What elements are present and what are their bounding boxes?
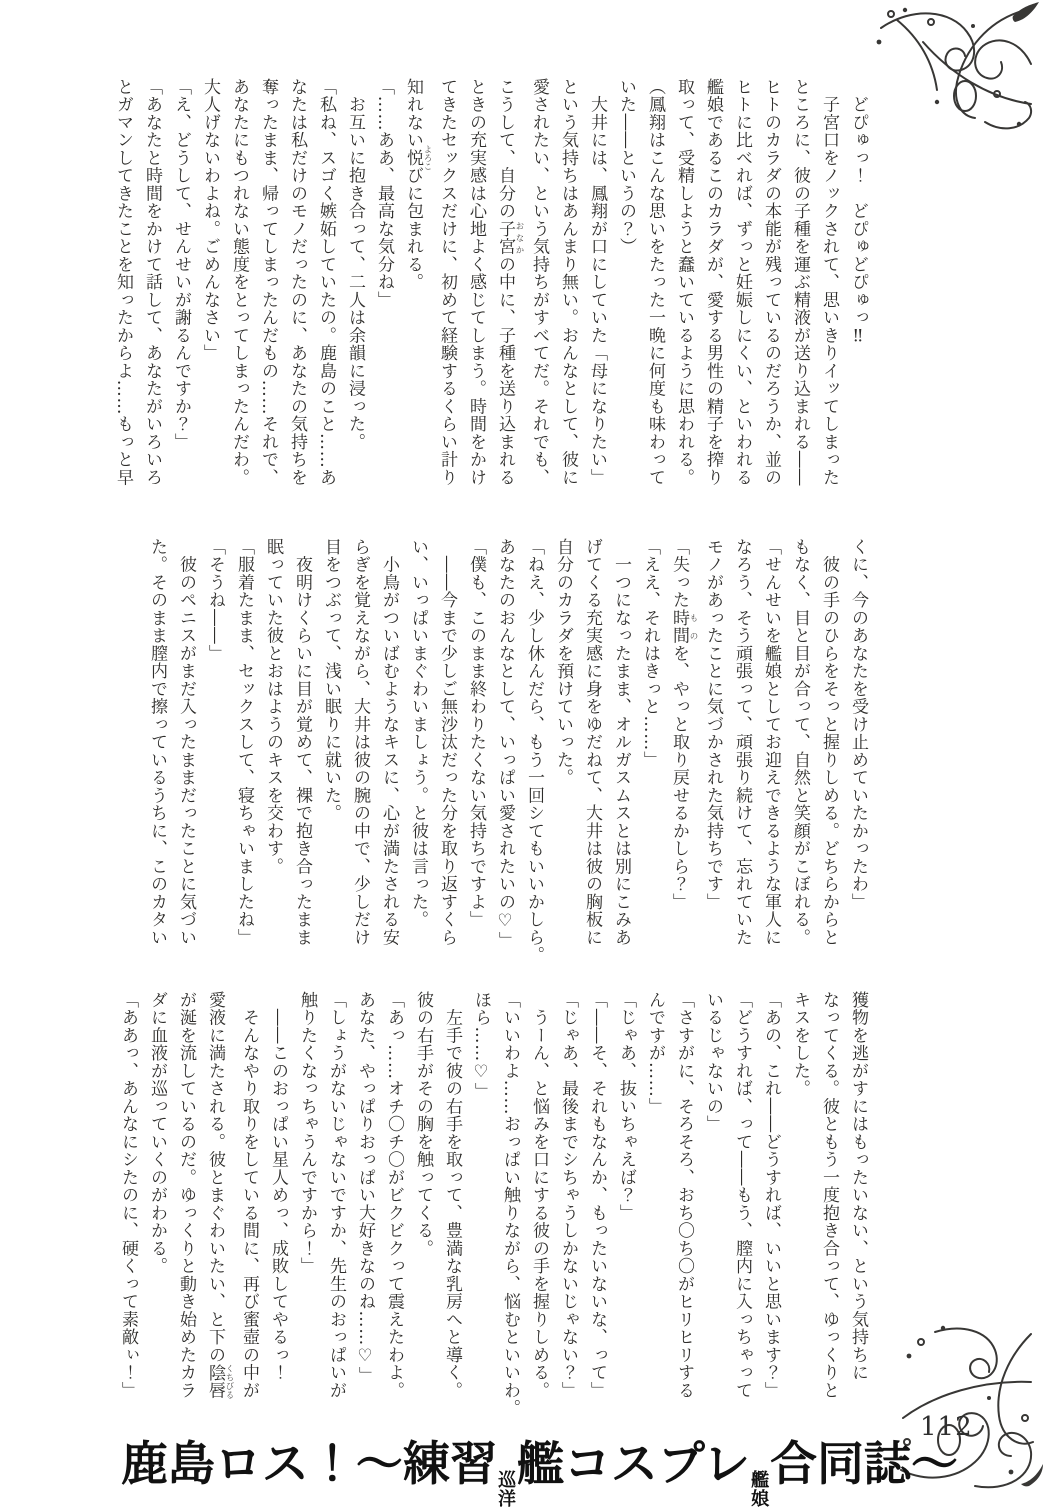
text-column: た。そのまま膣内で擦っているうちに、このカタい [147,538,167,947]
text-column: 「しょうがないじゃないですか、先生のおっぱいが [326,991,346,1400]
book-title [0,1435,1045,1510]
text-band-bottom [113,991,872,1419]
text-column: ヒトのカラダの本能が残っているのだろうか、並の [761,78,781,487]
text-column: ところに、彼の子種を運ぶ精液が送り込まれる―― [790,78,810,487]
text-column: ダに血液が巡っていくのがわかる。 [147,991,167,1275]
text-column: 「あっ……オチ〇チ〇がビクビクって震えたわよ。 [384,991,404,1400]
text-column: という気持ちはあんまり無い。おんなとして、彼に [558,78,578,487]
text-column: 「私ね、スゴく嫉妬していたの。鹿島のこと……あ [316,78,336,487]
text-column: 「いいわよ……おっぱい触りながら、悩むといいわ。 [500,991,520,1417]
text-column: 目をつぶって、浅い眠りに就いた。 [321,538,341,822]
text-column: 獲物を逃がすにはもったいない、という気持ちに [848,991,868,1382]
text-column: 「そうね――」 [205,538,225,663]
text-band-top [108,78,872,506]
text-column: 「あなたと時間をかけて話して、あなたがいろいろ [142,78,162,487]
text-column: キスをした。 [790,991,810,1098]
text-column: 「服着たまま、セックスして、寝ちゃいましたね」 [234,538,254,947]
text-column: 「ねえ、少し休んだら、もう一回シてもいいかしら。 [524,538,544,964]
title-stacked-chars [751,1471,769,1509]
text-column: 取って、受精しようと蠢いているように思われる。 [674,78,694,487]
text-column: いるじゃないの」 [703,991,723,1133]
text-column: 「どうすれば、って――もう、膣内に入っちゃって [732,991,752,1400]
text-column: 大井には、鳳翔が口にしていた「母になりたい」 [587,78,607,487]
title-stacked-char: 洋 [497,1489,516,1510]
text-column: 触りたくなっちゃうんですから！」 [297,991,317,1275]
title-stacked-char: 艦 [751,1470,770,1492]
text-column: が涎を流しているのだ。ゆっくりと動き始めたカラ [176,991,196,1400]
text-column: あなたのおんなとして、いっぱい愛されたいの♡」 [495,538,515,950]
text-column: もなく、目と目が合って、自然と笑顔がこぼれる。 [790,538,810,947]
text-column: 「ええ、それはきっと……」 [640,538,660,769]
text-column: いた――というの？） [616,78,636,256]
text-column: い、いっぱいまぐわいましょう。と彼は言った。 [408,538,428,929]
text-column: 知れない悦 よろこびに包まれる。 [403,78,432,291]
text-column: 自分のカラダを預けていった。 [553,538,573,787]
text-column: 眠っていた彼とおはようのキスを交わす。 [263,538,283,876]
text-column: とガマンしてきたことを知ったからよ……もっと早 [113,78,133,487]
text-column: 夜明けくらいに目が覚めて、裸で抱き合ったまま [292,538,312,947]
text-column: 「え、どうして、せんせいが謝るんですか？」 [171,78,191,451]
text-column: 「ああっ、あんなにシたのに、硬くって素敵ぃ！」 [118,991,138,1400]
text-column: 「僕も、このまま終わりたくない気持ちですよ」 [466,538,486,929]
text-column: 「失った時間 ものを、やっと取り戻せるかしら？」 [669,538,698,911]
text-column: （鳳翔はこんな思いをたった一晩に何度も味わって [645,78,665,487]
text-column: 「せんせいを艦娘としてお迎えできるような軍人に [761,538,781,947]
text-column: うーん、と悩みを口にする彼の手を握りしめる。 [529,991,549,1400]
text-column: そんなやり取りをしている間に、再び蜜壺の中が [239,991,259,1400]
text-column: ――このおっぱい星人めっ、成敗してやるっ！ [268,991,288,1382]
text-column: なたは私だけのモノだったのに、あなたの気持ちを [287,78,307,487]
text-column: 「……ああ、最高な気分ね」 [374,78,394,309]
text-column: 「じゃあ、抜いちゃえば？」 [616,991,636,1222]
title-text: 合同誌～ [770,1437,959,1493]
text-column: 「じゃあ、最後までシちゃうしかないじゃない？」 [558,991,578,1400]
text-column: こうして、自分の子宮 おなかの中に、子種を送り込まれる [495,78,524,487]
text-column: 奪ったまま、帰ってしまったんだもの……それで、 [258,78,278,487]
text-column: ほら……♡」 [471,991,491,1101]
text-column: 一つになったまま、オルガスムスとは別にこみあ [611,538,631,947]
title-stacked-chars [498,1471,516,1509]
text-column: モノがあったことに気づかされた気持ちです」 [703,538,723,911]
text-column: ――今まで少しご無沙汰だった分を取り返すくら [437,538,457,947]
text-column: どぴゅっ！ どぴゅどぴゅっ‼ [848,78,868,348]
text-column: んですが……」 [645,991,665,1116]
text-column: あなたにもつれない態度をとってしまったんだわ。 [229,78,249,487]
title-text: 鹿島ロス！～練習 [120,1437,497,1493]
text-column: らぎを覚えながら、大井は彼の腕の中で、少しだけ [350,538,370,947]
text-column: 彼の手のひらをそっと握りしめる。どちらからと [819,538,839,947]
text-column: 「――そ、それもなんか、もったいないな、って」 [587,991,607,1400]
page-number: 112 [920,1412,973,1442]
text-column: お互いに抱き合って、二人は余韻に浸った。 [345,78,365,451]
text-column: げてくる充実感に身をゆだねて、大井は彼の胸板に [582,538,602,947]
title-stacked-char: 娘 [751,1489,770,1510]
text-column: くに、今のあなたを受け止めていたかったわ」 [848,538,868,911]
text-column: 子宮口をノックされて、思いきりイッてしまった [819,78,839,487]
text-band-middle [142,538,872,966]
text-column: 愛液に満たされる。彼とまぐわいたい、と下の陰唇 くちびる [205,991,234,1400]
text-column: 大人げないわよね。ごめんなさい」 [200,78,220,362]
text-column: てきたセックスだけに、初めて経験するくらい計り [437,78,457,487]
title-stacked-char: 巡 [497,1470,516,1492]
text-column: 艦娘であるこのカラダが、愛する男性の精子を搾り [703,78,723,487]
text-column: 小鳥がついばむようなキスに、心が満たされる安 [379,538,399,947]
text-column: 「あの、これ――どうすれば、いいと思います？」 [761,991,781,1400]
text-column: 「さすがに、そろそろ、おち〇ち〇がヒリヒリする [674,991,694,1400]
text-column: ヒトに比べれば、ずっと妊娠しにくい、といわれる [732,78,752,487]
title-text: 艦コスプレ [516,1437,751,1493]
text-column: 彼の右手がその胸を触ってくる。 [413,991,433,1258]
text-column: なろう、そう頑張って、頑張り続けて、忘れていた [732,538,752,947]
corner-flourish-top-right-icon [867,2,1039,136]
text-column: 愛されたい、という気持ちがすべてだ。それでも、 [529,78,549,487]
text-column: ときの充実感は心地よく感じてしまう。時間をかけ [466,78,486,487]
text-column: 彼のペニスがまだ入ったままだったことに気づい [176,538,196,947]
text-column: あなた、やっぱりおっぱい大好きなのね……♡」 [355,991,375,1385]
text-column: 左手で彼の右手を取って、豊満な乳房へと導く。 [442,991,462,1400]
text-column: なってくる。彼ともう一度抱き合って、ゆっくりと [819,991,839,1400]
